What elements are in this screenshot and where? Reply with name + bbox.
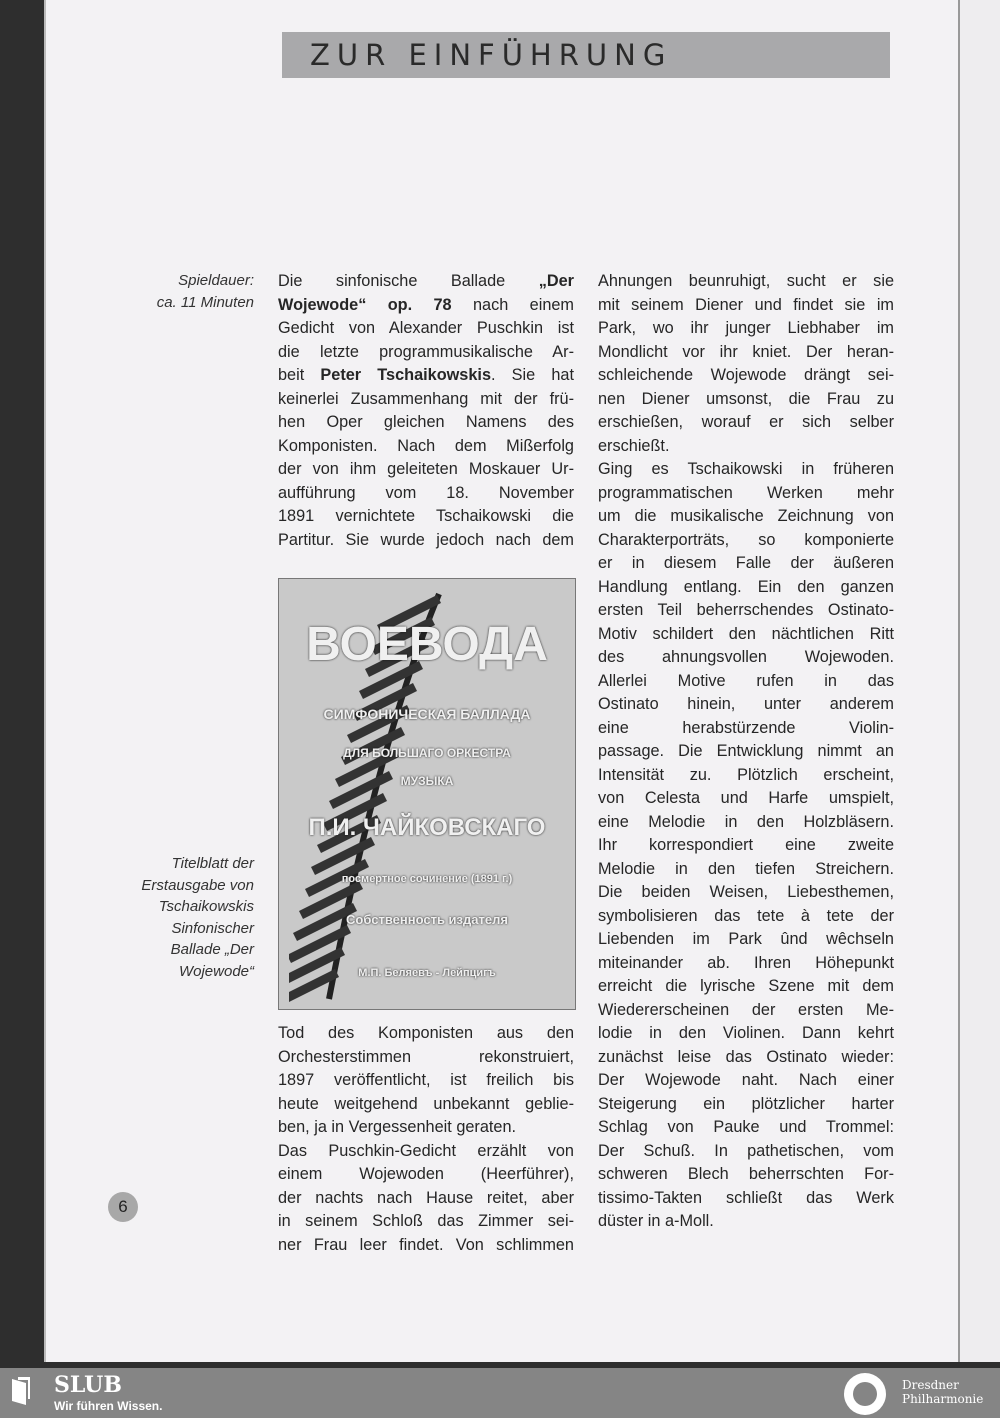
text-line: Park, wo ihr junger Liebhaber im xyxy=(598,319,894,337)
caption-line: Sinfonischer xyxy=(171,919,254,937)
figure-text: МУЗЫКА xyxy=(400,774,454,788)
text-line xyxy=(278,458,574,482)
text-line: schleichende Wojewode drängt sei- xyxy=(598,366,894,384)
text-segment: keinerlei Zusammenhang mit der frü- xyxy=(278,389,574,408)
caption-line: Ballade „Der xyxy=(170,941,254,958)
text-line: tissimo-Takten schließt das Werk xyxy=(598,1188,894,1207)
text-line: erschießt. xyxy=(598,436,670,455)
text-line: Charakterporträts, so komponierte xyxy=(598,530,894,549)
text-line: Melodie in den tiefen Streichern. xyxy=(598,859,894,878)
text-line: symbolisieren das tete à tete der xyxy=(598,906,894,925)
text-line: Handlung entlang. Ein den ganzen xyxy=(598,577,894,596)
text-line xyxy=(278,435,574,459)
text-line: Der Schuß. In pathetischen, vom xyxy=(598,1141,894,1160)
slub-logo-text: SLUB xyxy=(54,1372,122,1398)
caption-line: Titelblatt der xyxy=(171,855,254,872)
text-line: zunächst leise das Ostinato wieder: xyxy=(598,1047,894,1066)
text-line: nen Diener umsonst, die Frau zu xyxy=(598,389,894,408)
footer-bar xyxy=(0,1368,1000,1418)
text-line: Orchesterstimmen rekonstruiert, xyxy=(278,1047,574,1066)
caption-line: Tschaikowskis xyxy=(158,898,254,915)
text-line: programmatischen Werken mehr xyxy=(598,483,894,502)
text-line: heute weitgehend unbekannt geblie- xyxy=(278,1094,574,1113)
text-line: Allerlei Motive rufen in das xyxy=(598,671,894,690)
text-line: Steigerung ein plötzlicher harter xyxy=(598,1094,894,1113)
text-segment: Die sinfonische Ballade xyxy=(278,272,539,290)
text-segment: Partitur. Sie wurde jedoch nach dem xyxy=(278,530,574,549)
text-line: ben, ja in Vergessenheit geraten. xyxy=(278,1118,517,1136)
text-segment: . Sie hat xyxy=(491,366,574,384)
text-line: um die musikalische Zeichnung von xyxy=(598,507,894,525)
text-line: düster in a-Moll. xyxy=(598,1212,714,1230)
duration-note xyxy=(100,270,254,313)
text-segment: nach einem xyxy=(451,295,574,314)
text-segment: Wojewode“ op. 78 xyxy=(278,295,452,314)
caption-line: Wojewode“ xyxy=(178,962,254,980)
column-2 xyxy=(598,270,894,1234)
figure-text: ВОЕВОДА xyxy=(306,618,548,671)
duration-label: Spieldauer: xyxy=(178,272,254,289)
text-line: von Celesta und Harfe umspielt, xyxy=(598,789,894,807)
figure-text: М.П. Беляевъ - Лейпцигъ xyxy=(358,967,496,979)
section-title: ZUR EINFÜHRUNG xyxy=(310,38,673,72)
text-segment: der von ihm geleiteten Moskauer Ur- xyxy=(278,460,574,478)
text-line: der nachts nach Hause reitet, aber xyxy=(278,1188,574,1207)
text-line: eine herabstürzende Violin- xyxy=(598,718,894,737)
text-segment: hen Oper gleichen Namens des xyxy=(278,413,574,431)
text-line: Das Puschkin-Gedicht erzählt von xyxy=(278,1141,574,1160)
text-line: des ahnungsvollen Wojewoden. xyxy=(598,648,894,666)
text-segment: „Der xyxy=(538,272,574,290)
text-segment: beit xyxy=(278,366,321,384)
philharmonie-logo-text: Dresdner Philharmonie xyxy=(902,1378,984,1406)
text-line: ersten Teil beherrschendes Ostinato- xyxy=(598,601,894,619)
text-line: eine Melodie in den Holzbläsern. xyxy=(598,812,894,831)
text-segment: 1891 vernichtete Tschaikowski die xyxy=(278,507,574,525)
slub-book-icon xyxy=(8,1375,40,1407)
caption-line: Erstausgabe von xyxy=(141,876,254,894)
text-line: Tod des Komponisten aus den xyxy=(278,1024,574,1042)
text-line: in seinem Schloß das Zimmer sei- xyxy=(278,1212,574,1230)
text-line: Motiv schildert den nächtlichen Ritt xyxy=(598,624,894,643)
section-header xyxy=(282,32,890,78)
text-segment: die letzte programmusikalische Ar- xyxy=(278,342,574,361)
figure-text: ДЛЯ БОЛЬШАГО ОРКЕСТРА xyxy=(343,746,511,760)
figure-text: П.И. ЧАЙКОВСКАГО xyxy=(308,814,546,841)
text-line xyxy=(278,364,574,388)
text-line xyxy=(278,388,574,412)
text-line: Der Wojewode naht. Nach einer xyxy=(598,1071,894,1089)
text-line xyxy=(278,529,574,553)
text-line xyxy=(278,270,574,294)
text-line: 1897 veröffentlicht, ist freilich bis xyxy=(278,1071,574,1089)
text-line: Ahnungen beunruhigt, sucht er sie xyxy=(598,272,894,290)
text-line: Wiedererscheinen der ersten Me- xyxy=(598,1000,894,1019)
text-line: Ostinato hinein, unter anderem xyxy=(598,695,894,713)
text-line: er in diesem Falle der äußeren xyxy=(598,554,894,572)
text-line: ner Frau leer findet. Von schlimmen xyxy=(278,1235,574,1254)
text-line: Ging es Tschaikowski in früheren xyxy=(598,460,894,478)
text-line: Mondlicht vor ihr kniet. Der heran- xyxy=(598,342,894,361)
title-page-image xyxy=(278,578,576,1010)
text-line: Intensität zu. Plötzlich erscheint, xyxy=(598,765,894,784)
text-line: schweren Blech beherrschten For- xyxy=(598,1165,894,1183)
text-line xyxy=(278,505,574,529)
text-line: mit seinem Diener und findet sie im xyxy=(598,295,894,314)
text-line: Schlag von Pauke und Trommel: xyxy=(598,1118,894,1136)
figure-caption xyxy=(100,853,254,982)
text-line xyxy=(278,482,574,506)
column-1-bottom xyxy=(278,1022,574,1257)
page-number: 6 xyxy=(108,1192,138,1222)
philharmonie-sun-icon xyxy=(842,1371,888,1417)
text-line: miteinander ab. Ihren Höhepunkt xyxy=(598,953,894,972)
text-segment: Gedicht von Alexander Puschkin ist xyxy=(278,319,574,337)
text-line xyxy=(278,317,574,341)
text-line: passage. Die Entwicklung nimmt an xyxy=(598,742,894,760)
column-1-top xyxy=(278,270,574,552)
text-line: Liebenden im Park ûnd wêchseln xyxy=(598,930,894,948)
figure-text: посмертное сочинение (1891 г.) xyxy=(341,873,513,885)
duration-value: ca. 11 Minuten xyxy=(156,293,254,311)
text-line: lodie in den Violinen. Dann kehrt xyxy=(598,1024,894,1042)
figure-text: Собственность издателя xyxy=(346,912,508,927)
text-line: erreicht die lyrische Szene mit dem xyxy=(598,977,894,995)
text-segment: Peter Tschaikowskis xyxy=(320,366,491,384)
text-line xyxy=(278,294,574,318)
figure-text: СИМФОНИЧЕСКАЯ БАЛЛАДА xyxy=(323,706,531,722)
text-segment: Komponisten. Nach dem Mißerfolg xyxy=(278,436,574,455)
next-page-edge xyxy=(958,0,1000,1362)
text-line: Ihr korrespondiert eine zweite xyxy=(598,836,894,854)
text-line xyxy=(278,341,574,365)
text-line: erschießen, worauf er sich selber xyxy=(598,413,894,431)
text-line xyxy=(278,411,574,435)
text-line: Die beiden Weisen, Liebesthemen, xyxy=(598,883,894,901)
text-segment: aufführung vom 18. November xyxy=(278,483,574,502)
slub-tagline: Wir führen Wissen. xyxy=(54,1399,163,1413)
text-line: einem Wojewoden (Heerführer), xyxy=(278,1165,574,1183)
